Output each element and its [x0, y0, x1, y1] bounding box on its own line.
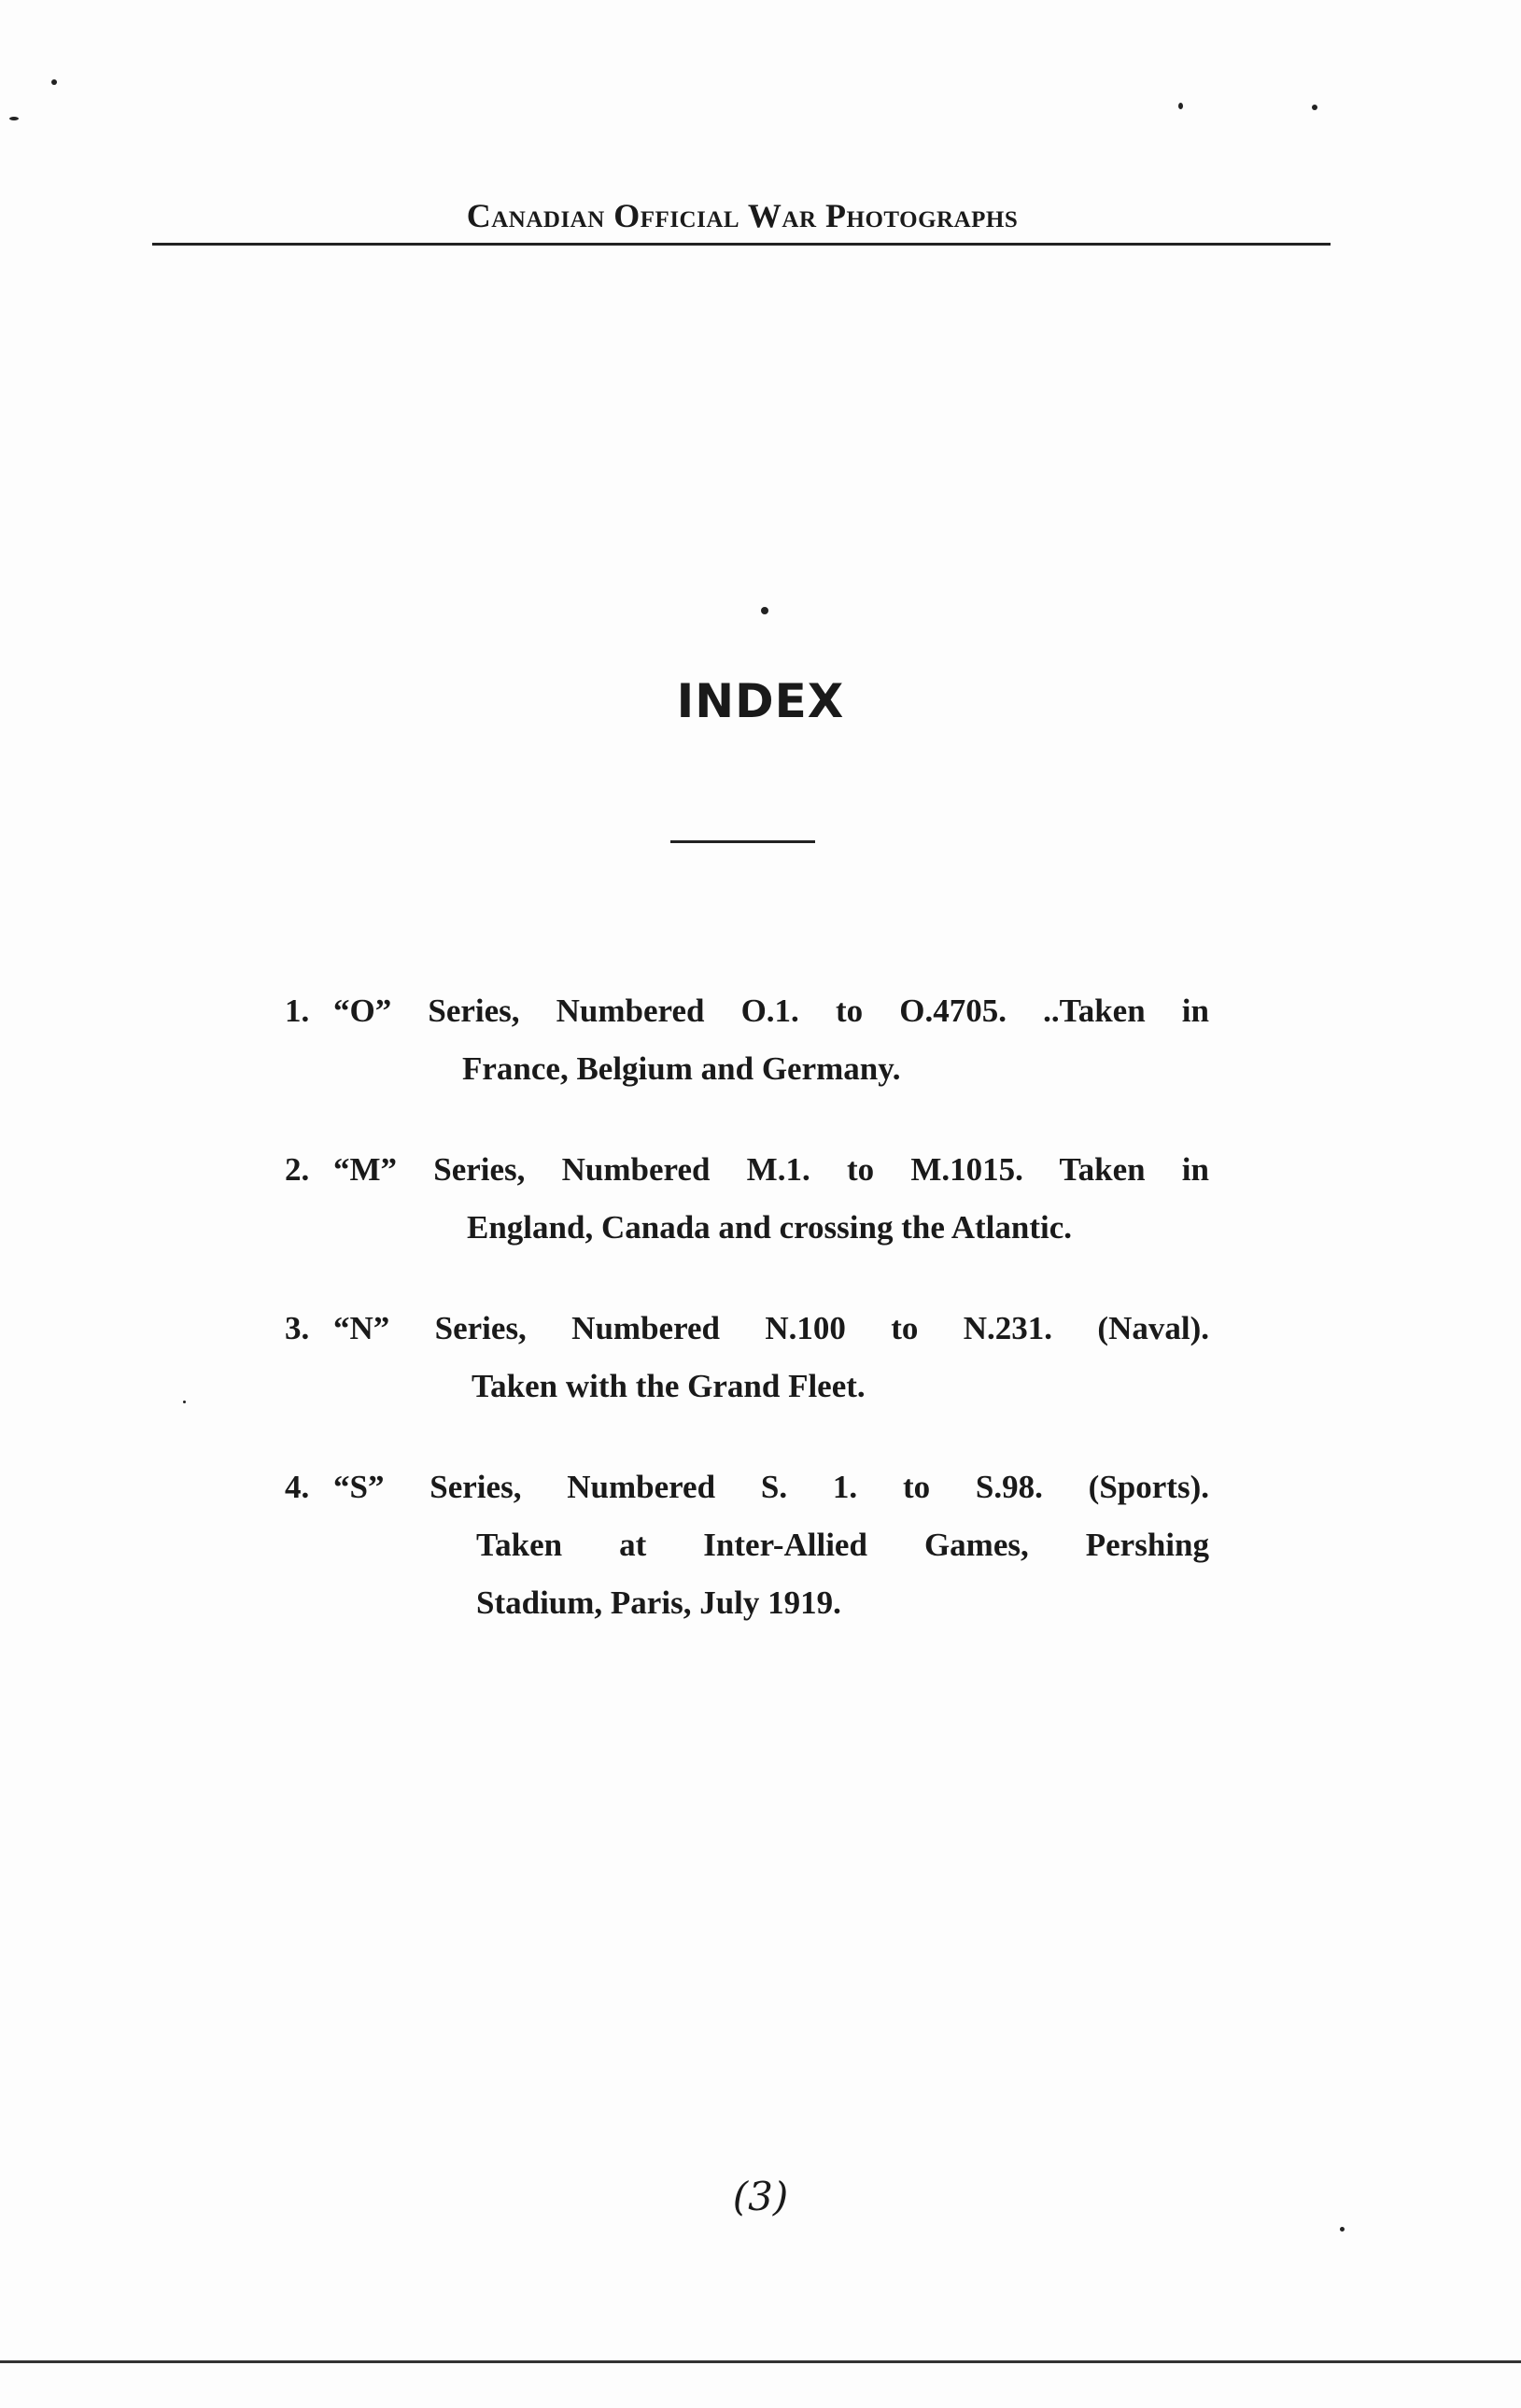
entry-number: 1.: [285, 993, 310, 1029]
scan-bottom-edge: [0, 2360, 1521, 2363]
entry-first-line: “M” Series, Numbered M.1. to M.1015. Taken in: [333, 1151, 1209, 1188]
scan-speck: [1340, 2227, 1345, 2232]
entry-number: 4.: [285, 1469, 310, 1505]
entry-first-line: “S” Series, Numbered S. 1. to S.98. (Sports).: [333, 1469, 1209, 1505]
page-title: INDEX: [676, 674, 845, 728]
index-entry: [285, 1458, 1218, 1632]
entry-number: 2.: [285, 1151, 310, 1188]
scan-speck: [9, 117, 19, 120]
entry-first-line: “O” Series, Numbered O.1. to O.4705. ..Taken in: [333, 993, 1209, 1029]
scan-speck: [183, 1401, 186, 1403]
title-rule: [670, 840, 815, 843]
running-header: Canadian Official War Photographs: [466, 197, 1019, 234]
entry-continuation-line: England, Canada and crossing the Atlantic.: [467, 1209, 1072, 1246]
page-number: (3): [732, 2174, 789, 2219]
entry-first-line: “N” Series, Numbered N.100 to N.231. (Naval).: [333, 1310, 1209, 1346]
entry-continuation-line: Taken with the Grand Fleet.: [472, 1368, 866, 1404]
entry-number: 3.: [285, 1310, 310, 1346]
scan-speck: [1178, 103, 1183, 109]
entry-continuation-line: Taken at Inter-Allied Games, Pershing: [476, 1527, 1209, 1563]
entry-continuation-line: Stadium, Paris, July 1919.: [476, 1584, 841, 1621]
scan-speck: [761, 607, 768, 614]
index-entry: [285, 982, 1218, 1098]
index-entry: [285, 1300, 1218, 1415]
index-list: [285, 982, 1218, 1675]
index-entry: [285, 1141, 1218, 1257]
header-rule: [152, 243, 1331, 246]
scan-speck: [1312, 105, 1317, 110]
scan-speck: [51, 79, 57, 85]
entry-continuation-line: France, Belgium and Germany.: [462, 1050, 901, 1087]
